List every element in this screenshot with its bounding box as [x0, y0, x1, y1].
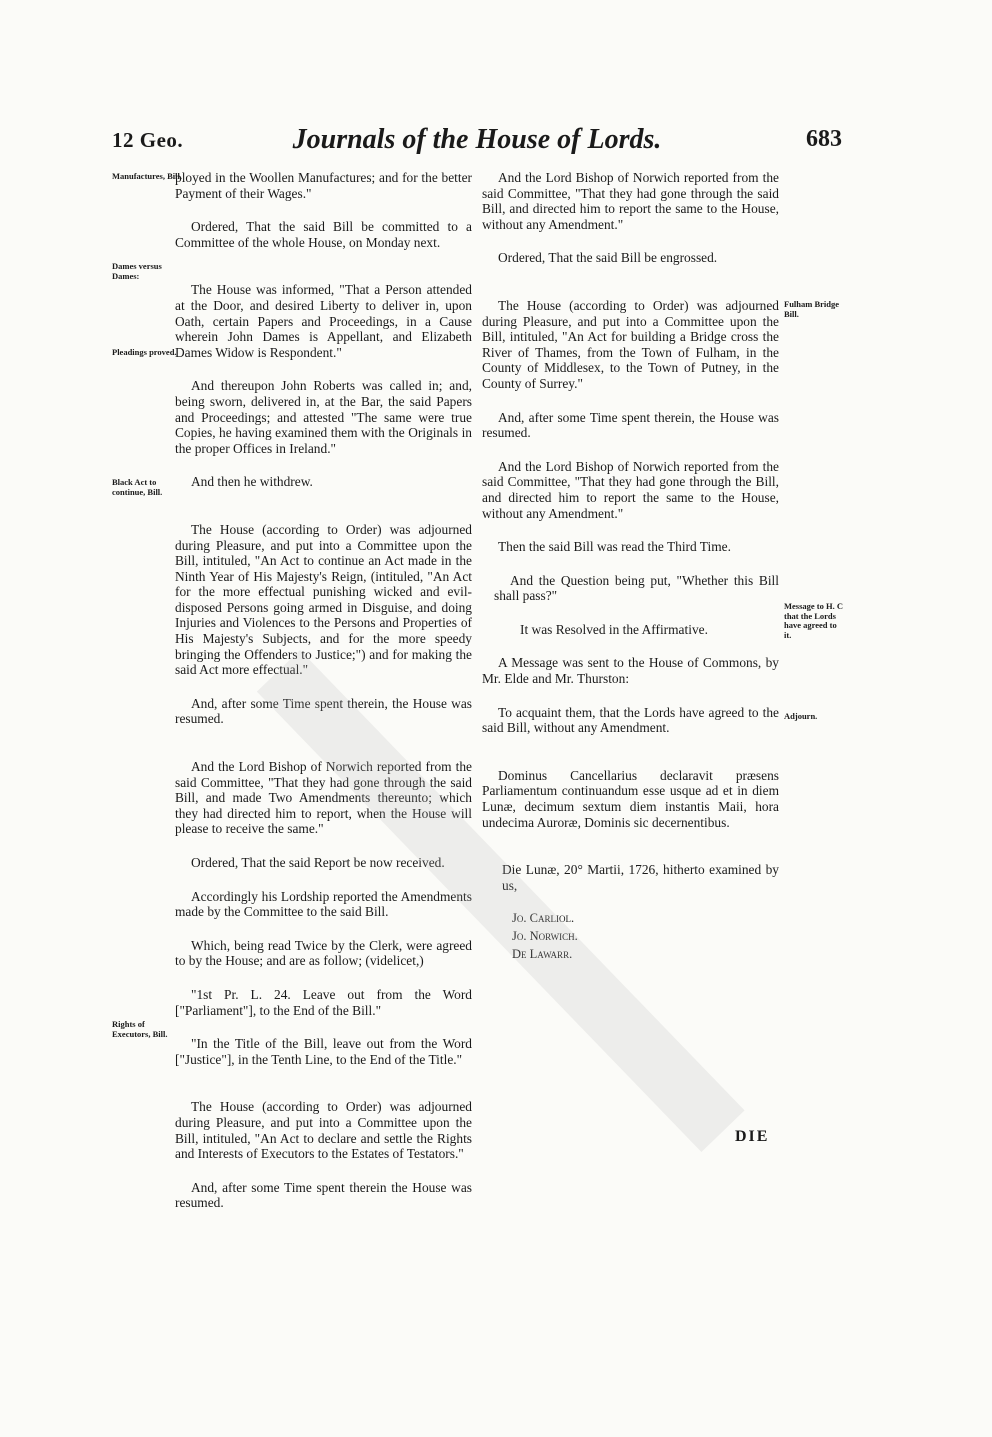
margin-note-black-act: Black Act to continue, Bill.: [112, 477, 163, 497]
paragraph: The House (according to Order) was adjourned during Pleasure, and put into a Committee upon the Bill, intituled, "An Act to continue an Act made in the Ninth Year of His Majesty's Reign, (intituled, "An Act for the more effectual punishing wicked and evil-disposed Persons going armed in Disguise, and doing Injuries and Violences to the Persons and Properties of His Majesty's Subjects, and for the more speedy bringing the Offenders to Justice;") and for making the said Act more effectual.": [175, 521, 472, 678]
paragraph: And thereupon John Roberts was called in; and, being sworn, delivered in, at the Bar, the said Papers and Proceedings; and attested "The same were true Copies, he having examined them with the Originals in the proper Offices in Ireland.": [175, 378, 472, 456]
paragraph: "1st Pr. L. 24. Leave out from the Word ["Parliament"], to the End of the Bill.": [175, 986, 472, 1018]
signatory: Jo. Carliol.: [512, 911, 575, 926]
margin-note-woollen: Manufactures, Bill.: [112, 171, 182, 181]
paragraph: Ordered, That the said Bill be engrossed.: [498, 250, 718, 266]
paragraph: And, after some Time spent therein, the House was resumed.: [175, 695, 472, 727]
reign-label: 12 Geo.: [112, 128, 184, 152]
paragraph: The House (according to Order) was adjourned during Pleasure, and put into a Committee upon the Bill, intituled, "An Act for building a Bridge cross the River of Thames, from the Town of Fulham, in the County of Middlesex, to the Town of Putney, in the County of Surrey.": [482, 297, 779, 391]
margin-note-pleadings: Pleadings proved.: [112, 347, 177, 357]
paragraph: Dominus Cancellarius declaravit præsens Parliamentum continuandum esse usque ad et in diem Lunæ, decimum sextum diem instantis Maii, hora undecima Auroræ, Dominis sic decernentibus.: [482, 767, 779, 830]
left-column: [175, 170, 472, 1229]
margin-note-fulham: Fulham Bridge Bill.: [784, 299, 840, 319]
catchword: DIE: [735, 1128, 770, 1145]
paragraph: ployed in the Woollen Manufactures; and for the better Payment of their Wages.": [175, 170, 472, 201]
examined-note: Die Lunæ, 20° Martii, 1726, hitherto examined by us,: [502, 862, 779, 893]
paragraph: And then he withdrew.: [191, 474, 313, 490]
margin-note-message: Message to H. C that the Lords have agreed to it.: [784, 601, 844, 640]
signatory: Jo. Norwich.: [512, 929, 578, 943]
paragraph: "In the Title of the Bill, leave out from the Word ["Justice"], in the Tenth Line, to the End of the Title.": [175, 1036, 472, 1067]
paragraph: And the Question being put, "Whether this Bill shall pass?": [494, 572, 779, 604]
signatory: De Lawarr.: [512, 946, 573, 961]
paragraph: And, after some Time spent therein the House was resumed.: [175, 1179, 472, 1211]
paragraph: And the Lord Bishop of Norwich reported from the said Committee, "That they had gone through the said Bill, and made Two Amendments thereunto; which they had directed him to report, when the House will please to receive the same.": [175, 759, 472, 837]
paragraph: And the Lord Bishop of Norwich reported from the said Committee, "That they had gone through the said Bill, and directed him to report the same to the House, without any Amendment.": [482, 170, 779, 232]
paragraph: To acquaint them, that the Lords have agreed to the said Bill, without any Amendment.: [482, 704, 779, 736]
paragraph: Ordered, That the said Bill be committed to a Committee of the whole House, on Monday next.: [175, 219, 472, 250]
paragraph: Accordingly his Lordship reported the Amendments made by the Committee to the said Bill.: [175, 888, 472, 920]
paragraph: The House was informed, "That a Person attended at the Door, and desired Liberty to deliver in, upon Oath, certain Papers and Proceedings, in a Cause wherein John Dames is Appellant, and Elizabeth Dames Widow is Respondent.": [175, 282, 472, 360]
journal-title: Journals of the House of Lords.: [292, 124, 662, 155]
paragraph: A Message was sent to the House of Commons, by Mr. Elde and Mr. Thurston:: [482, 655, 779, 687]
paragraph: And, after some Time spent therein, the House was resumed.: [482, 409, 779, 441]
paragraph: Which, being read Twice by the Clerk, were agreed to by the House; and are as follow; (videlicet,): [175, 937, 472, 969]
paragraph: It was Resolved in the Affirmative.: [520, 621, 708, 637]
page-number: 683: [806, 126, 842, 152]
margin-note-rights-executors: Rights of Executors, Bill.: [112, 1019, 168, 1039]
margin-note-adjourn: Adjourn.: [784, 711, 818, 721]
page-header: [112, 124, 842, 168]
paragraph: And the Lord Bishop of Norwich reported from the said Committee, "That they had gone through the Bill, and directed him to report the same to the House, without any Amendment.": [482, 458, 779, 521]
right-column: [482, 170, 779, 964]
paragraph: Ordered, That the said Report be now received.: [191, 855, 445, 870]
margin-note-dames: Dames versus Dames:: [112, 261, 162, 281]
paragraph: The House (according to Order) was adjourned during Pleasure, and put into a Committee upon the Bill, intituled, "An Act to declare and settle the Rights and Interests of Executors to the Estates of Testators.": [175, 1099, 472, 1162]
paragraph: Then the said Bill was read the Third Time.: [498, 539, 731, 555]
